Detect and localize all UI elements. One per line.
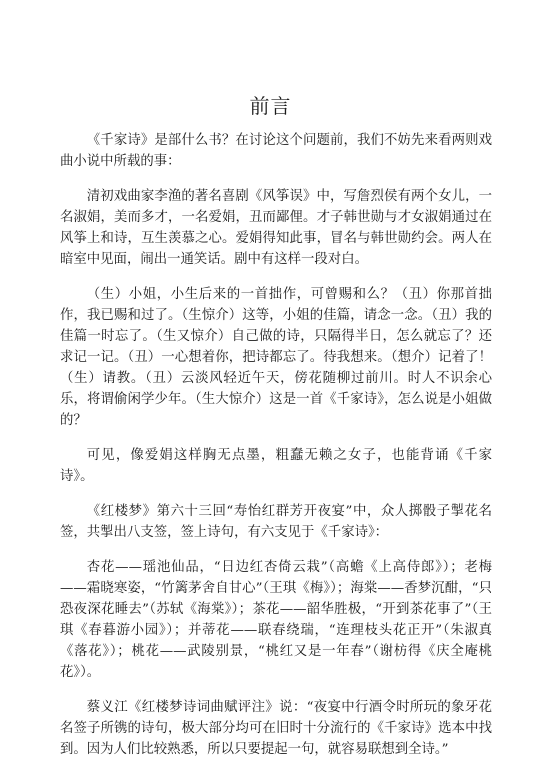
paragraph-flower-slips: 杏花——瑶池仙品，“日边红杏倚云栽”（高蟾《上高侍郎》）；老梅——霜晓寒姿，“竹篱茅舍自甘心”（王琪《梅》）；海棠——香梦沉酣，“只恐夜深花睡去”（苏轼《海棠》）；茶花——韶华胜极，“开到茶花事了”（王琪《春暮游小园》）；并蒂花——联春绕瑞，“连理枝头花正开”（朱淑真《落花》）；桃花——武陵别景，“桃红又是一年春”（谢枋得《庆全庵桃花》）。 xyxy=(60,560,492,680)
paragraph-conclusion: 可见，像爱娟这样胸无点墨，粗蠢无赖之女子，也能背诵《千家诗》。 xyxy=(60,448,492,484)
paragraph-cai-yijiang-quote: 蔡义江《红楼梦诗词曲赋评注》说：“夜宴中行酒令时所玩的象牙花名签子所镌的诗句，极大部分均可在旧时十分流行的《千家诗》选本中找到。因为人们比较熟悉，所以只要提起一句，就容易联想到全诗。” xyxy=(60,700,492,757)
paragraph-intro: 《千家诗》是部什么书？在讨论这个问题前，我们不妨先来看两则戏曲小说中所载的事： xyxy=(60,133,492,169)
body-text xyxy=(60,130,492,774)
page-title: 前言 xyxy=(249,94,292,118)
paragraph-dialogue: （生）小姐，小生后来的一首拙作，可曾赐和么？（丑）你那首拙作，我已赐和过了。（生惊介）这等，小姐的佳篇，请念一念。（丑）我的佳篇一时忘了。（生又惊介）自己做的诗，只隔得半日，怎么就忘了？还求记一记。（丑）一心想着你，把诗都忘了。待我想来。（想介）记着了！（生）请教。（丑）云淡风轻近午天，傍花随柳过前川。时人不识余心乐，将谓偷闲学少年。（生大惊介）这是一首《千家诗》，怎么说是小姐做的？ xyxy=(60,287,492,428)
paragraph-hongloumeng: 《红楼梦》第六十三回“寿怡红群芳开夜宴”中，众人掷骰子掣花名签，共掣出八支签，签上诗句，有六支见于《千家诗》： xyxy=(60,504,492,540)
paragraph-fengzhengwu: 清初戏曲家李渔的著名喜剧《风筝误》中，写詹烈侯有两个女儿，一名淑娟，美而多才，一名爱娟，丑而鄙俚。才子韩世勋与才女淑娟通过在风筝上和诗，互生羡慕之心。爱娟得知此事，冒名与韩世勋约会。两人在暗室中见面，闹出一通笑话。剧中有这样一段对白。 xyxy=(60,189,492,267)
